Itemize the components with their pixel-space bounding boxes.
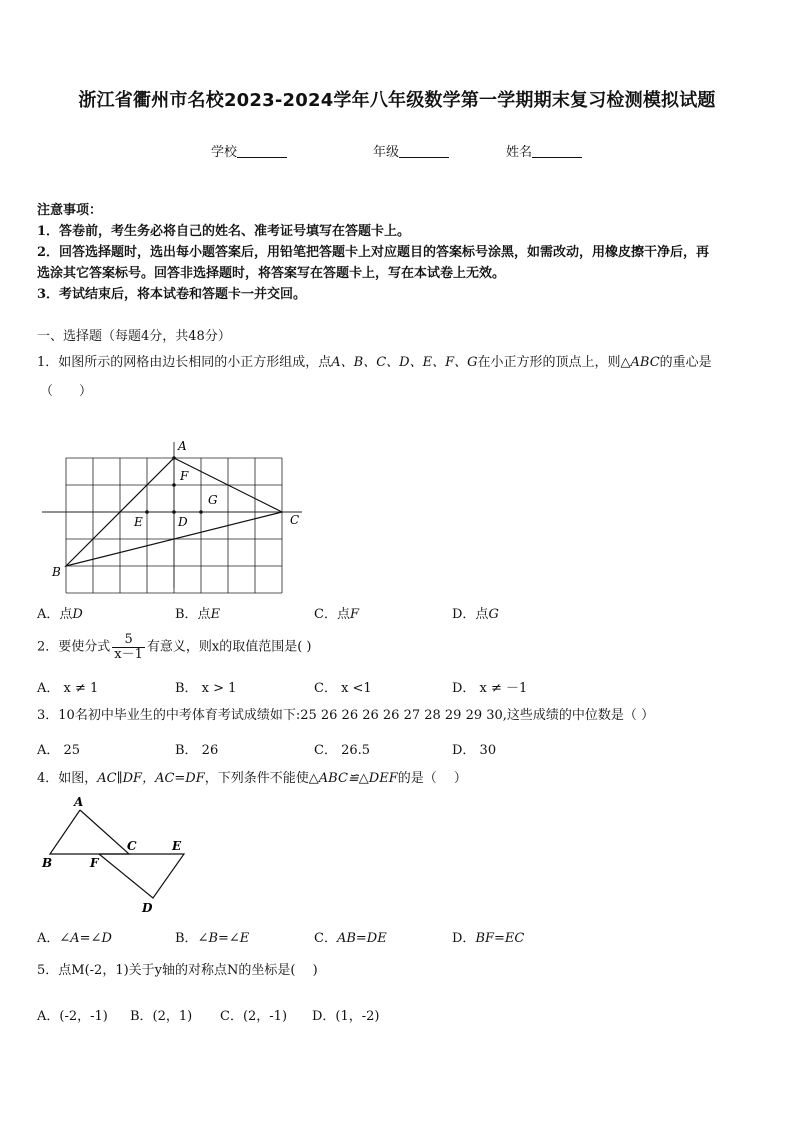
q1-grid-figure (38, 436, 328, 596)
note-item: 3．考试结束后，将本试卷和答题卡一并交回。 (37, 287, 307, 302)
q4-label-c: C (127, 839, 137, 853)
grade-blank[interactable] (399, 145, 449, 158)
q5-stem: 5．点M(-2，1)关于y轴的对称点N的坐标是( ) (37, 963, 318, 978)
q4-figure (38, 794, 198, 916)
note-item: 1．答卷前，考生务必将自己的姓名、准考证号填写在答题卡上。 (37, 224, 411, 239)
q5-option-a[interactable]: A．(-2，-1) (37, 1009, 108, 1024)
q3-stem: 3．10名初中毕业生的中考体育考试成绩如下:25 26 26 26 26 27 28 29 29 30,这些成绩的中位数是（ ） (37, 708, 655, 723)
q2-option-a[interactable]: A． x ≠ 1 (37, 681, 99, 696)
school-label: 学校 (211, 145, 238, 160)
q5-option-c[interactable]: C．(2，-1) (220, 1009, 288, 1024)
q4-option-c[interactable]: C．AB=DE (314, 931, 387, 946)
name-blank[interactable] (532, 145, 582, 158)
label-d: D (178, 515, 188, 529)
note-item: 2．回答选择题时，选出每小题答案后，用铅笔把答题卡上对应题目的答案标号涂黑，如需改动，用橡皮擦干净后，再 (37, 245, 710, 260)
q1-answer-paren: （ ） (40, 384, 93, 399)
triangle-def-shape (99, 854, 184, 898)
label-b: B (52, 565, 61, 579)
q1-option-b[interactable]: B．点E (175, 607, 221, 622)
notes-heading: 注意事项： (37, 203, 103, 218)
label-c: C (290, 513, 300, 527)
q4-label-e: E (172, 839, 182, 853)
q5-option-d[interactable]: D．(1，-2) (312, 1009, 380, 1024)
page-title: 浙江省衢州市名校2023-2024学年八年级数学第一学期期末复习检测模拟试题 (78, 90, 716, 111)
q1-option-d[interactable]: D．点G (452, 607, 499, 622)
q4-option-d[interactable]: D．BF=EC (452, 931, 525, 946)
q2-option-d[interactable]: D． x ≠ －1 (452, 681, 528, 696)
q3-option-a[interactable]: A． 25 (37, 743, 81, 758)
grade-field[interactable] (373, 141, 449, 160)
note-item: 选涂其它答案标号。回答非选择题时，将答案写在答题卡上，写在本试卷上无效。 (37, 266, 506, 281)
q4-stem: 4．如图，AC∥DF，AC=DF，下列条件不能使△ABC≌△DEF的是（ ） (37, 771, 467, 786)
label-g: G (208, 493, 218, 507)
q4-label-b: B (42, 856, 53, 870)
school-field[interactable] (211, 141, 287, 160)
label-f: F (180, 469, 189, 483)
q4-label-d: D (142, 901, 153, 915)
q4-option-b[interactable]: B．∠B=∠E (175, 931, 250, 946)
q2-option-b[interactable]: B． x > 1 (175, 681, 237, 696)
q3-option-d[interactable]: D． 30 (452, 743, 497, 758)
name-field[interactable] (506, 141, 582, 160)
q1-option-c[interactable]: C．点F (314, 607, 359, 622)
grade-label: 年级 (373, 145, 400, 160)
q5-option-b[interactable]: B．(2，1) (130, 1009, 193, 1024)
q4-option-a[interactable]: A．∠A=∠D (37, 931, 112, 946)
q4-label-f: F (90, 856, 99, 870)
section-heading: 一、选择题（每题4分，共48分） (37, 329, 231, 344)
q4-label-a: A (74, 795, 84, 809)
q2-stem: 2．要使分式 $\frac{5}{x-1}$ 有意义，则x的取值范围是( ) (37, 632, 312, 662)
name-label: 姓名 (506, 145, 533, 160)
q3-option-b[interactable]: B． 26 (175, 743, 219, 758)
triangle-abc-shape (50, 810, 129, 854)
q1-stem: 1．如图所示的网格由边长相同的小正方形组成，点A、B、C、D、E、F、G在小正方形的顶点上，则△ABC的重心是 (37, 355, 712, 370)
q2-option-c[interactable]: C． x <1 (314, 681, 372, 696)
q2-fraction: $\frac{5}{x-1}$ (114, 632, 143, 662)
q3-option-c[interactable]: C． 26.5 (314, 743, 371, 758)
q1-option-a[interactable]: A．点D (37, 607, 83, 622)
label-e: E (134, 515, 143, 529)
school-blank[interactable] (237, 145, 287, 158)
label-a: A (178, 439, 187, 453)
